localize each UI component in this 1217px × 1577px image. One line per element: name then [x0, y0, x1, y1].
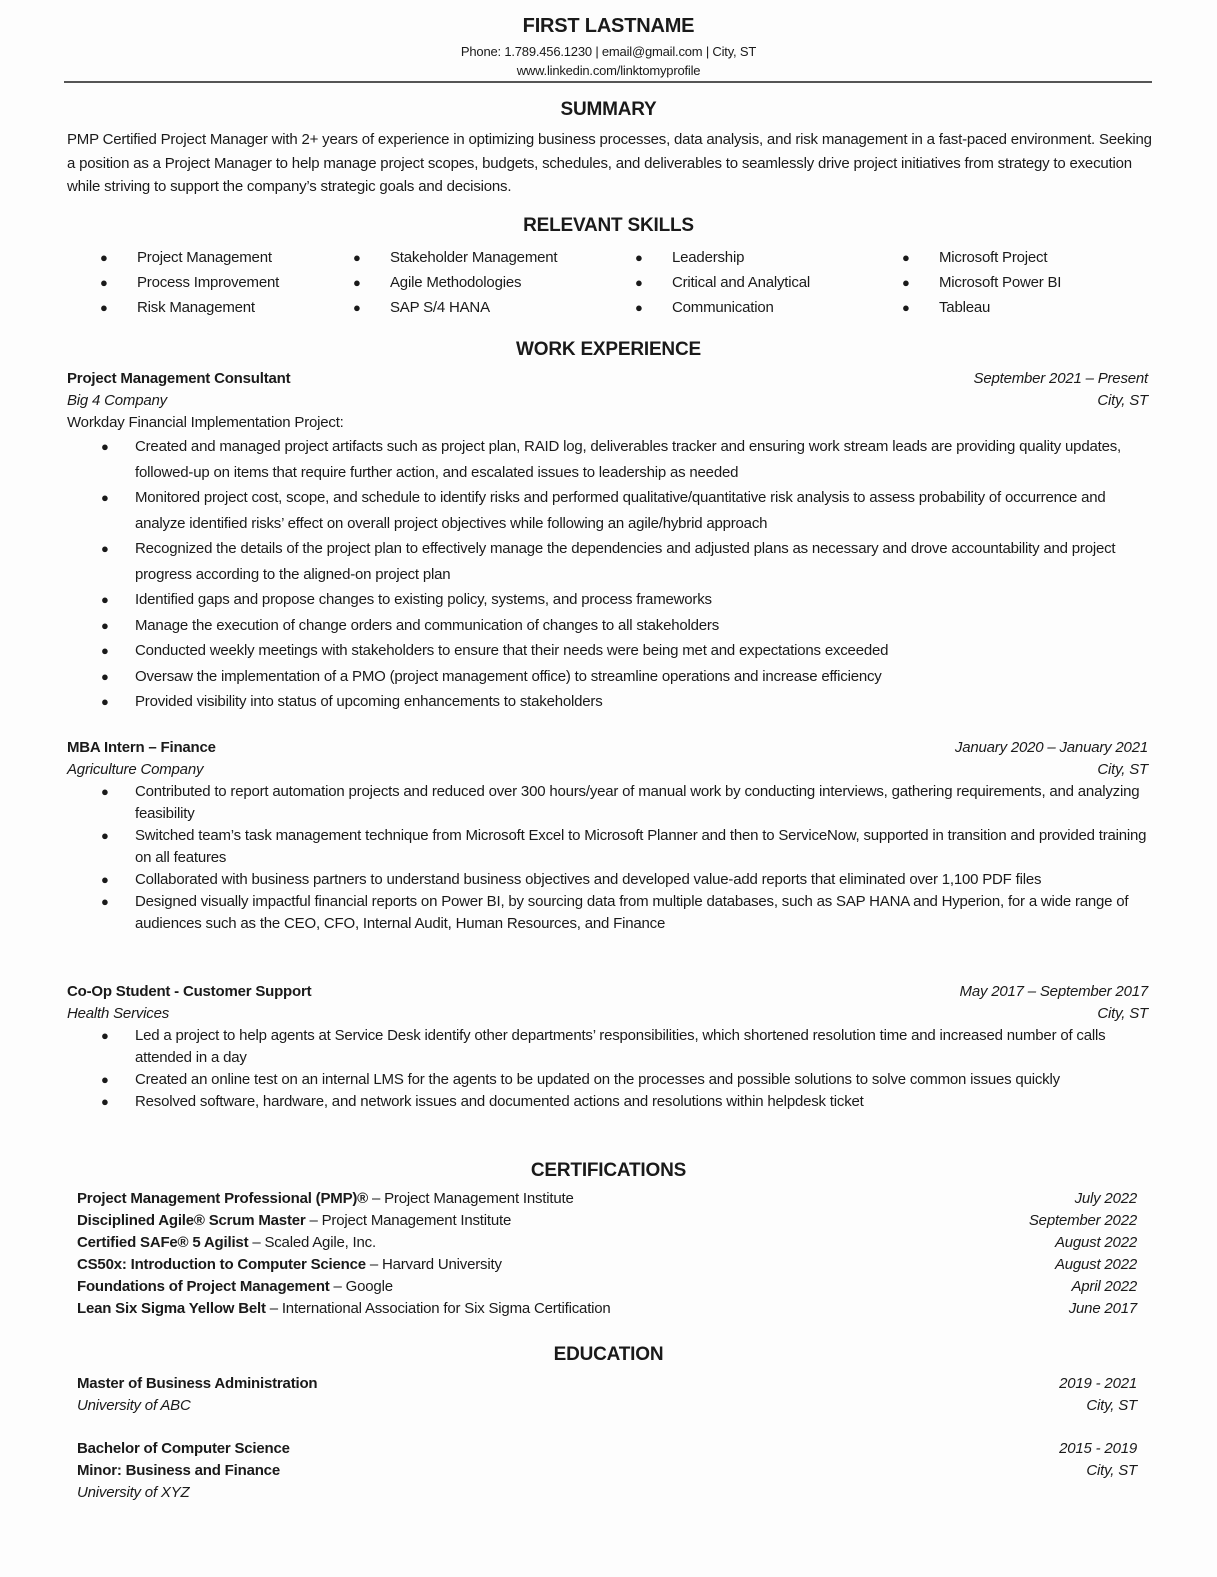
skills-list — [100, 245, 1160, 320]
bullet-icon: ● — [100, 275, 108, 290]
certification-item — [77, 1232, 1137, 1254]
certification-item — [77, 1298, 1137, 1320]
bullet-text: Switched team’s task management technique from Microsoft Excel to Microsoft Planner and then to ServiceNow, supported in transition and provided training on all features — [135, 827, 1147, 866]
bullet-icon: ● — [100, 250, 108, 265]
job-dates: September 2021 – Present — [973, 370, 1148, 387]
bullet-text: Oversaw the implementation of a PMO (project management office) to streamline operations and increase efficiency — [135, 667, 882, 685]
bullet-text: Identified gaps and propose changes to existing policy, systems, and process frameworks — [135, 591, 712, 608]
bullet-text: Collaborated with business partners to understand business objectives and developed value-add reports that eliminated over 1,100 PDF files — [135, 871, 1042, 888]
cert-date: June 2017 — [1068, 1300, 1137, 1317]
minor: Minor: Business and Finance — [77, 1462, 280, 1479]
school: University of XYZ — [77, 1484, 190, 1501]
bullet-text: Monitored project cost, scope, and schedule to identify risks and performed qualitative/quantitative risk analysis to assess probability of occurrence and analyze identified risks’ effect on overall project objectives while following an agile/hybrid approach — [135, 489, 1106, 532]
cert-name: CS50x: Introduction to Computer Science — [77, 1256, 366, 1273]
degree: Bachelor of Computer Science — [77, 1440, 290, 1457]
bullet-icon: ● — [101, 668, 109, 684]
job-bullets — [65, 434, 1150, 715]
bullet-icon: ● — [101, 1028, 109, 1043]
cert-date: September 2022 — [1028, 1212, 1137, 1229]
school: University of ABC — [77, 1397, 191, 1414]
cert-issuer: – Project Management Institute — [368, 1190, 574, 1207]
cert-date: July 2022 — [1074, 1190, 1137, 1207]
certification-item — [77, 1210, 1137, 1232]
job-dates: January 2020 – January 2021 — [954, 739, 1148, 756]
skill-label: Process Improvement — [137, 274, 280, 291]
bullet-icon: ● — [101, 894, 109, 909]
cert-name: Disciplined Agile® Scrum Master — [77, 1212, 306, 1229]
skill-label: Stakeholder Management — [390, 249, 558, 266]
edu-years: 2015 - 2019 — [1059, 1440, 1137, 1457]
edu-years: 2019 - 2021 — [1059, 1375, 1137, 1392]
skill-label: Risk Management — [137, 299, 255, 316]
bullet-icon: ● — [101, 872, 109, 887]
bullet-icon: ● — [635, 300, 643, 315]
skill-item — [902, 270, 1152, 295]
bullet-text: Conducted weekly meetings with stakeholders to ensure that their needs were being met and expectations exceeded — [135, 642, 889, 659]
job-bullet — [65, 1091, 1150, 1113]
certification-item — [77, 1254, 1137, 1276]
skill-item — [635, 295, 902, 320]
skill-label: Microsoft Power BI — [939, 274, 1062, 291]
job-location: City, ST — [1097, 1005, 1148, 1022]
job-location: City, ST — [1097, 761, 1148, 778]
job-3 — [67, 981, 1148, 1113]
skill-item — [902, 245, 1152, 270]
job-company: Big 4 Company — [67, 392, 167, 409]
certification-item — [77, 1276, 1137, 1298]
edu-location: City, ST — [1086, 1462, 1137, 1479]
bullet-icon: ● — [353, 300, 361, 315]
bullet-text: Created an online test on an internal LMS for the agents to be updated on the processes and possible solutions to solve common issues quickly — [135, 1071, 1060, 1088]
bullet-text: Recognized the details of the project plan to effectively manage the dependencies and adjusted plans as necessary and drove accountability and project progress according to the aligned-on project plan — [135, 540, 1116, 583]
edu-location: City, ST — [1086, 1397, 1137, 1414]
education-1 — [77, 1373, 1137, 1417]
job-bullet — [65, 689, 1150, 715]
skill-item — [635, 270, 902, 295]
header-divider — [64, 81, 1152, 83]
job-title: Project Management Consultant — [67, 370, 291, 387]
bullet-icon: ● — [353, 250, 361, 265]
job-company: Health Services — [67, 1005, 170, 1022]
cert-name: Project Management Professional (PMP)® — [77, 1190, 369, 1207]
cert-date: April 2022 — [1071, 1278, 1137, 1295]
cert-date: August 2022 — [1054, 1234, 1137, 1251]
bullet-icon: ● — [101, 1094, 109, 1109]
certifications-heading: CERTIFICATIONS — [530, 1160, 687, 1181]
bullet-text: Led a project to help agents at Service Desk identify other departments’ responsibilities, which shortened resolution time and increased number of calls attended in a day — [135, 1027, 1106, 1066]
bullet-icon: ● — [101, 439, 109, 454]
cert-issuer: – Scaled Agile, Inc. — [248, 1234, 376, 1251]
job-bullet — [65, 1069, 1150, 1091]
job-bullet — [65, 587, 1150, 613]
job-2 — [67, 737, 1148, 935]
cert-name: Certified SAFe® 5 Agilist — [77, 1234, 249, 1251]
bullet-text: Resolved software, hardware, and network issues and documented actions and resolutions within helpdesk ticket — [135, 1093, 864, 1110]
skill-label: Communication — [672, 299, 774, 316]
job-bullet — [65, 891, 1150, 935]
bullet-icon: ● — [902, 250, 910, 265]
bullet-icon: ● — [902, 300, 910, 315]
job-bullet — [65, 1025, 1150, 1069]
bullet-text: Created and managed project artifacts such as project plan, RAID log, deliverables tracker and ensuring work stream leads are providing quality updates, followed-up on items that require further action, and escalated issues to leadership as needed — [135, 438, 1121, 481]
bullet-icon: ● — [101, 617, 109, 633]
summary-heading: SUMMARY — [560, 99, 657, 120]
job-location: City, ST — [1097, 392, 1148, 409]
job-bullet — [65, 613, 1150, 639]
job-bullet — [65, 485, 1150, 536]
job-bullet — [65, 536, 1150, 587]
job-title: MBA Intern – Finance — [67, 739, 216, 756]
job-bullets — [65, 1025, 1150, 1113]
bullet-icon: ● — [101, 490, 109, 505]
linkedin-link[interactable]: www.linkedin.com/linktomyprofile — [516, 63, 701, 78]
skill-item — [353, 295, 635, 320]
bullet-icon: ● — [101, 784, 109, 799]
job-bullet — [65, 869, 1150, 891]
bullet-icon: ● — [635, 275, 643, 290]
bullet-icon: ● — [101, 643, 109, 658]
bullet-icon: ● — [101, 541, 109, 556]
skill-label: Leadership — [672, 249, 745, 266]
education-heading: EDUCATION — [553, 1344, 664, 1365]
certifications-list — [77, 1188, 1137, 1320]
job-1 — [67, 368, 1148, 715]
summary-text: PMP Certified Project Manager with 2+ years of experience in optimizing business processes, data analysis, and risk management in a fast-paced environment. Seeking a position as a Project Manager to help manage project scopes, budgets, schedules, and deliverables to seamlessly drive project initiatives from strategy to execution while striving to support the company’s strategic goals and decisions. — [67, 131, 1152, 195]
bullet-icon: ● — [101, 592, 109, 607]
skill-label: Critical and Analytical — [672, 274, 810, 291]
cert-name: Lean Six Sigma Yellow Belt — [77, 1300, 266, 1317]
cert-date: August 2022 — [1054, 1256, 1137, 1273]
cert-issuer: – Project Management Institute — [305, 1212, 512, 1229]
skill-label: Project Management — [137, 249, 272, 266]
cert-issuer: – Harvard University — [365, 1256, 502, 1273]
bullet-text: Provided visibility into status of upcoming enhancements to stakeholders — [135, 693, 603, 710]
skill-label: SAP S/4 HANA — [390, 299, 490, 316]
bullet-icon: ● — [101, 694, 109, 709]
resume-name: FIRST LASTNAME — [522, 15, 695, 37]
certification-item — [77, 1188, 1137, 1210]
cert-issuer: – International Association for Six Sigma Certification — [265, 1300, 611, 1317]
job-bullet — [65, 434, 1150, 485]
contact-line: Phone: 1.789.456.1230 | email@gmail.com | City, ST — [460, 44, 757, 59]
education-2 — [77, 1438, 1137, 1504]
bullet-icon: ● — [100, 300, 108, 315]
job-bullet — [65, 664, 1150, 690]
bullet-text: Manage the execution of change orders and communication of changes to all stakeholders — [135, 616, 720, 634]
skill-item — [100, 270, 353, 295]
bullet-icon: ● — [101, 1072, 109, 1087]
work-heading: WORK EXPERIENCE — [516, 339, 701, 360]
skill-item — [100, 245, 353, 270]
job-dates: May 2017 – September 2017 — [959, 983, 1148, 1000]
skill-label: Agile Methodologies — [390, 274, 522, 291]
skill-label: Tableau — [939, 299, 991, 316]
contact-info — [0, 42, 1217, 80]
bullet-icon: ● — [635, 250, 643, 265]
cert-name: Foundations of Project Management — [77, 1278, 330, 1295]
job-project: Workday Financial Implementation Project: — [67, 414, 344, 431]
job-bullets — [65, 781, 1150, 935]
bullet-icon: ● — [902, 275, 910, 290]
skill-item — [635, 245, 902, 270]
skill-item — [902, 295, 1152, 320]
skill-item — [353, 245, 635, 270]
job-bullet — [65, 781, 1150, 825]
bullet-text: Contributed to report automation projects and reduced over 300 hours/year of manual work by conducting interviews, gathering requirements, and analyzing feasibility — [135, 783, 1140, 822]
skills-heading: RELEVANT SKILLS — [523, 215, 694, 236]
bullet-icon: ● — [353, 275, 361, 290]
job-bullet — [65, 825, 1150, 869]
cert-issuer: – Google — [329, 1278, 393, 1295]
skill-item — [353, 270, 635, 295]
skill-label: Microsoft Project — [939, 249, 1048, 266]
skill-item — [100, 295, 353, 320]
bullet-text: Designed visually impactful financial reports on Power BI, by sourcing data from multiple databases, such as SAP HANA and Hyperion, for a wide range of audiences such as the CEO, CFO, Internal Audit, Human Resources, and Finance — [135, 893, 1129, 932]
job-title: Co-Op Student - Customer Support — [67, 983, 312, 1000]
job-bullet — [65, 638, 1150, 664]
degree: Master of Business Administration — [77, 1375, 318, 1392]
job-company: Agriculture Company — [67, 761, 204, 778]
bullet-icon: ● — [101, 828, 109, 843]
